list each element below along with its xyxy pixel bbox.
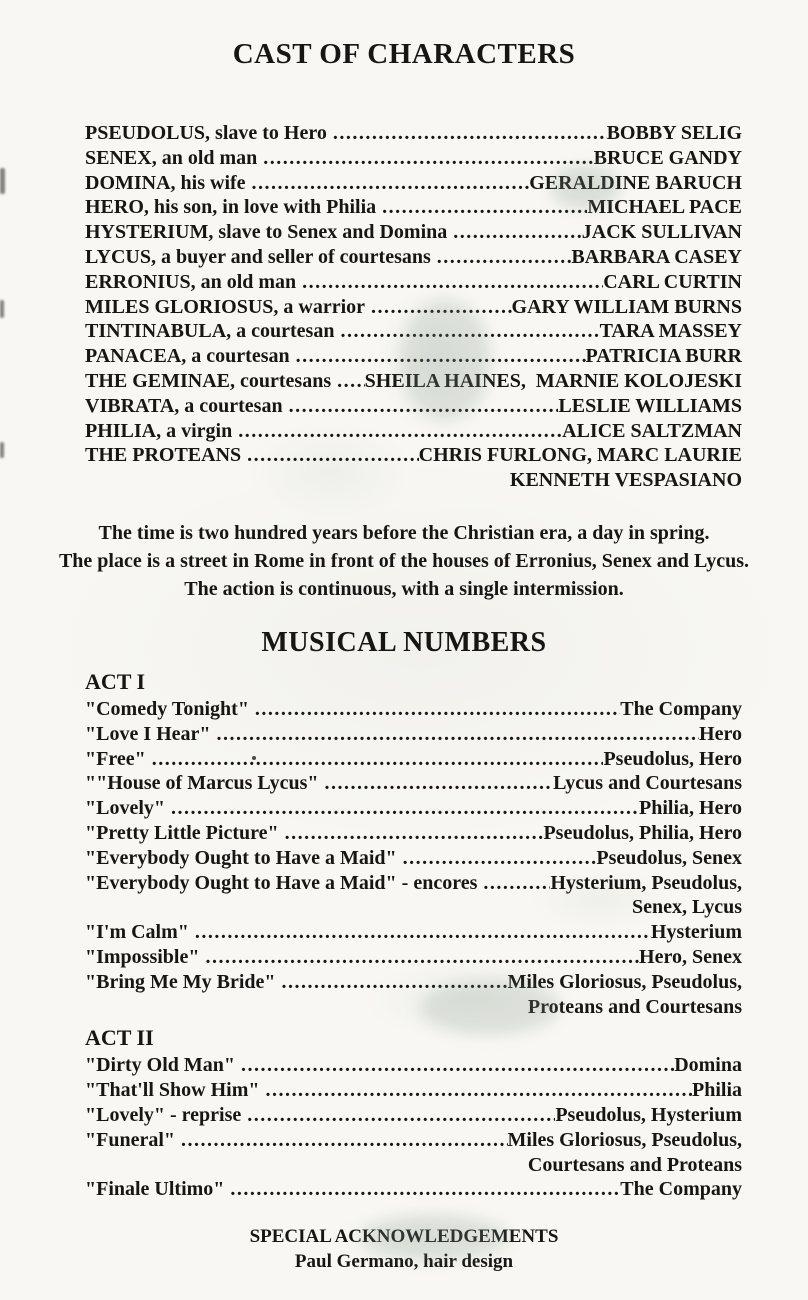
cast-role: MILES GLORIOSUS, a warrior [85, 295, 366, 318]
dot-leader [290, 344, 586, 369]
song-entry [85, 1128, 742, 1178]
song-performers: Lycus and Courtesans [553, 772, 742, 795]
song-performers: Pseudolus, Philia, Hero [543, 821, 742, 844]
cast-actor: CARL CURTIN [603, 270, 742, 293]
song-performers: Pseudolus, Senex [596, 846, 742, 869]
song-entry [85, 747, 742, 772]
acknowledgements-title: SPECIAL ACKNOWLEDGEMENTS [249, 1226, 559, 1248]
cast-actor: PATRICIA BURR [585, 345, 742, 368]
cast-entry [85, 319, 742, 344]
dot-leader [279, 821, 544, 846]
song-performers-continuation-row [85, 895, 742, 920]
act-2-section [85, 1025, 742, 1202]
act-2-heading: ACT II [85, 1025, 154, 1051]
cast-actor-continued: KENNETH VESPASIANO [509, 469, 742, 492]
cast-role: THE PROTEANS [85, 444, 242, 467]
cast-actor: BRUCE GANDY [593, 146, 742, 169]
song-entry [85, 1103, 742, 1128]
song-entry [85, 846, 742, 871]
cast-actor: SHEILA HAINES, MARNIE KOLOJESKI [364, 369, 742, 392]
dot-leader [241, 1103, 555, 1128]
song-performers-continued: Proteans and Courtesans [527, 995, 742, 1018]
musical-numbers-title: MUSICAL NUMBERS [261, 626, 547, 658]
cast-entry [85, 245, 742, 270]
cast-actor: BARBARA CASEY [571, 245, 742, 268]
dot-leader [397, 846, 597, 871]
song-title: "Bring Me My Bride" [85, 970, 276, 993]
dot-leader [249, 697, 620, 722]
cast-entry [85, 394, 742, 419]
song-entry [85, 697, 742, 722]
song-title: "Finale Ultimo" [85, 1178, 225, 1201]
song-entry [85, 1078, 742, 1103]
setting-notes [4, 519, 804, 603]
song-entry [85, 796, 742, 821]
song-performers: Miles Gloriosus, Pseudolus, [507, 1128, 742, 1151]
cast-role: HERO, his son, in love with Philia [85, 196, 377, 219]
song-performers: Hero, Senex [639, 945, 742, 968]
song-title: "Lovely" - reprise [85, 1103, 242, 1126]
cast-entry [85, 121, 742, 146]
dot-leader [477, 871, 550, 896]
cast-entry [85, 171, 742, 196]
cast-entry [85, 270, 742, 295]
song-entry [85, 1177, 742, 1202]
setting-line: The action is continuous, with a single intermission. [184, 577, 624, 600]
song-entry [85, 945, 742, 970]
cast-actor: GARY WILLIAM BURNS [511, 295, 742, 318]
dot-leader [241, 443, 418, 468]
dot-leader [331, 369, 365, 394]
cast-role: DOMINA, his wife [85, 171, 246, 194]
cast-actor: ALICE SALTZMAN [562, 419, 742, 442]
cast-role: PSEUDOLUS, slave to Hero [85, 122, 327, 144]
dot-leader [259, 1078, 692, 1103]
cast-role: TINTINABULA, a courtesan [85, 320, 335, 343]
song-title: "Impossible" [85, 945, 200, 968]
dot-leader [296, 270, 603, 295]
dot-leader [232, 419, 562, 444]
cast-actor: GERALDINE BARUCH [529, 171, 742, 194]
dot-leader [431, 245, 572, 270]
dot-leader [334, 319, 599, 344]
cast-entry [85, 419, 742, 444]
cast-entry [85, 344, 742, 369]
song-title: "Pretty Little Picture" [85, 821, 279, 844]
scan-edge-mark [0, 442, 4, 458]
cast-role: HYSTERIUM, slave to Senex and Domina [85, 221, 448, 244]
act-1-section [85, 669, 742, 1019]
cast-role: THE GEMINAE, courtesans [85, 369, 332, 392]
song-title: ""House of Marcus Lycus" [85, 772, 319, 795]
dot-leader [283, 394, 559, 419]
dot-leader [447, 220, 582, 245]
dot-leader [319, 771, 554, 796]
song-entry [85, 920, 742, 945]
dot-leader [199, 945, 639, 970]
song-performers: Pseudolus, Hero [603, 747, 742, 770]
cast-actor-continuation-row [85, 468, 742, 493]
dot-leader [276, 970, 508, 995]
song-entry [85, 722, 742, 747]
song-entry [85, 771, 742, 796]
song-performers: Domina [674, 1054, 742, 1077]
cast-entry [85, 195, 742, 220]
song-performers: Hysterium [650, 921, 742, 944]
cast-actor: JACK SULLIVAN [581, 221, 742, 244]
cast-actor: LESLIE WILLIAMS [558, 394, 742, 417]
cast-role: VIBRATA, a courtesan [85, 394, 283, 417]
cast-role: PHILIA, a virgin [85, 419, 233, 442]
cast-entry [85, 369, 742, 394]
cast-role: ERRONIUS, an old man [85, 270, 297, 293]
song-performers: The Company [620, 697, 742, 720]
cast-of-characters-title: CAST OF CHARACTERS [232, 38, 576, 70]
acknowledgements-credit: Paul Germano, hair design [294, 1251, 514, 1273]
scan-edge-mark [0, 168, 5, 194]
cast-entry [85, 146, 742, 171]
cast-actor: MICHAEL PACE [587, 196, 742, 219]
dot-leader [165, 796, 639, 821]
song-performers: Hysterium, Pseudolus, [550, 871, 742, 894]
dot-leader [224, 1177, 620, 1202]
dot-leader [235, 1053, 674, 1078]
song-entry [85, 970, 742, 1020]
dot-leader [146, 747, 604, 772]
song-title: "That'll Show Him" [85, 1079, 260, 1102]
song-performers-continuation-row [85, 995, 742, 1020]
cast-list [85, 121, 742, 493]
song-performers: Hero [699, 722, 742, 745]
song-title: "Love I Hear" [85, 722, 211, 745]
song-title: "I'm Calm" [85, 921, 189, 944]
special-acknowledgements [0, 1224, 808, 1274]
song-performers: Pseudolus, Hysterium [555, 1103, 742, 1126]
song-entry [85, 1053, 742, 1078]
cast-role: SENEX, an old man [85, 146, 258, 169]
song-entry [85, 821, 742, 846]
cast-entry [85, 295, 742, 320]
song-performers-continuation-row [85, 1153, 742, 1178]
cast-entry [85, 443, 742, 493]
song-performers: Philia [691, 1079, 742, 1102]
cast-role: PANACEA, a courtesan [85, 345, 290, 368]
dot-leader [257, 146, 593, 171]
dot-leader [376, 195, 587, 220]
cast-role: LYCUS, a buyer and seller of courtesans [85, 245, 431, 268]
scan-edge-mark [0, 300, 4, 318]
dot-leader [365, 295, 512, 320]
dot-leader [246, 171, 530, 196]
setting-line: The place is a street in Rome in front of the houses of Erronius, Senex and Lycus. [58, 549, 750, 572]
act-2-song-list [85, 1053, 742, 1202]
act-1-song-list [85, 697, 742, 1019]
song-performers-continued: Senex, Lycus [631, 896, 742, 919]
cast-entry [85, 220, 742, 245]
song-performers: The Company [620, 1178, 742, 1201]
song-performers-continued: Courtesans and Proteans [527, 1153, 742, 1176]
setting-line: The time is two hundred years before the Christian era, a day in spring. [98, 521, 710, 544]
act-1-heading: ACT I [85, 668, 146, 694]
dot-leader [175, 1128, 508, 1153]
cast-actor: CHRIS FURLONG, MARC LAURIE [418, 444, 742, 467]
song-performers: Philia, Hero [639, 797, 742, 820]
cast-actor: TARA MASSEY [599, 320, 742, 343]
song-title: "Comedy Tonight" [85, 697, 249, 720]
song-title: "Dirty Old Man" [85, 1054, 235, 1077]
song-entry [85, 871, 742, 921]
dot-leader [189, 920, 651, 945]
song-title: "Free" [85, 747, 146, 770]
song-performers: Miles Gloriosus, Pseudolus, [507, 970, 742, 993]
song-title: "Funeral" [85, 1128, 175, 1151]
dot-leader [211, 722, 700, 747]
song-title: "Lovely" [85, 797, 165, 820]
cast-actor: BOBBY SELIG [606, 122, 742, 144]
song-title: "Everybody Ought to Have a Maid" [85, 846, 397, 869]
song-title: "Everybody Ought to Have a Maid" - encores [85, 871, 478, 894]
dot-leader [327, 121, 607, 146]
